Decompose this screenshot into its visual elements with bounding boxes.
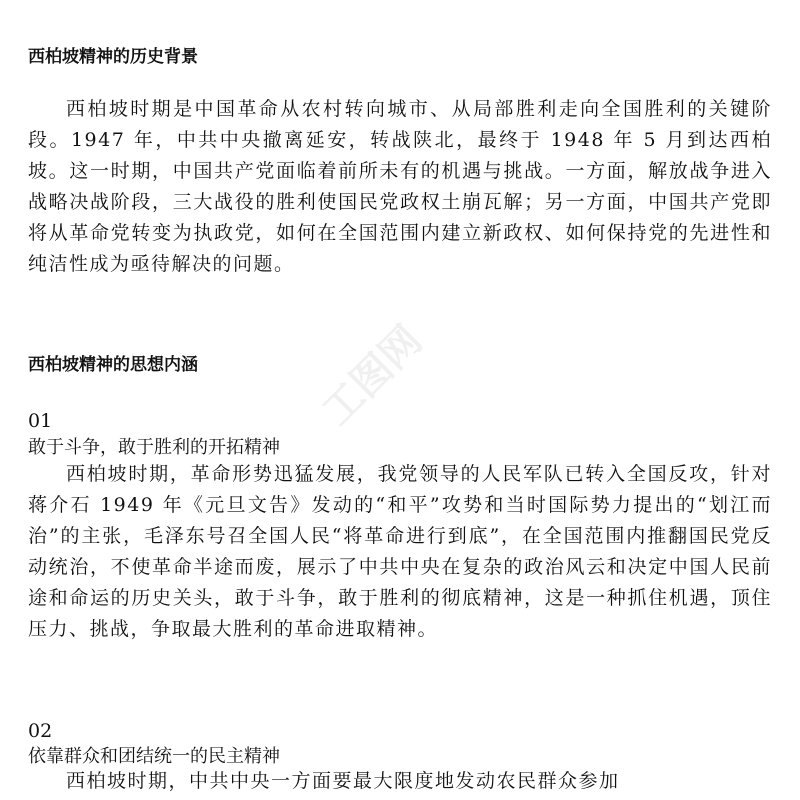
item-title-02: 依靠群众和团结统一的民主精神 <box>28 746 280 767</box>
watermark-logo: 工图网 <box>313 317 432 435</box>
item-number-02: 02 <box>28 720 53 742</box>
item-paragraph-02: 西柏坡时期，中共中央一方面要最大限度地发动农民群众参加 <box>66 770 620 792</box>
section-heading-history: 西柏坡精神的历史背景 <box>28 47 198 67</box>
section-heading-connotation: 西柏坡精神的思想内涵 <box>28 355 198 375</box>
item-paragraph-01: 西柏坡时期，革命形势迅猛发展，我党领导的人民军队已转入全国反攻，针对蒋介石 1949 年《元旦文告》发动的“和平”攻势和当时国际势力提出的“划江而治”的主张，毛泽东号召全国人民“将革命进行到底”，在全国范围内推翻国民党反动统治，不使革命半途而废，展示了中共中央在复杂的政治风云和决定中国人民前途和命运的历史关头，敢于斗争，敢于胜利的彻底精神，这是一种抓住机遇，顶住压力、挑战，争取最大胜利的革命进取精神。 <box>28 463 772 640</box>
item-number-01: 01 <box>28 410 53 432</box>
paragraph-history: 西柏坡时期是中国革命从农村转向城市、从局部胜利走向全国胜利的关键阶段。1947 年，中共中央撤离延安，转战陕北，最终于 1948 年 5 月到达西柏坡。这一时期，中国共产党面临着前所未有的机遇与挑战。一方面，解放战争进入战略决战阶段，三大战役的胜利使国民党政权土崩瓦解；另一方面，中国共产党即将从革命党转变为执政党，如何在全国范围内建立新政权、如何保持党的先进性和纯洁性成为亟待解决的问题。 <box>28 98 772 275</box>
item-title-01: 敢于斗争，敢于胜利的开拓精神 <box>28 437 280 458</box>
